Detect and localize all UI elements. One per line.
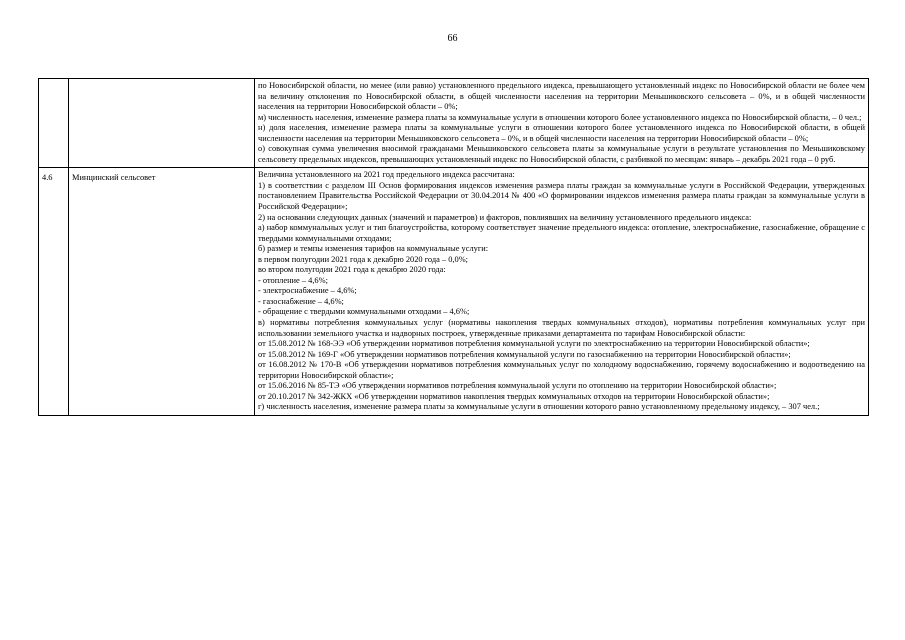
table-row (39, 168, 869, 416)
document-table (38, 78, 869, 416)
paragraph: по Новосибирской области, но менее (или равно) установленного предельного индекса, превышающего установленный индекс по Новосибирской области не более чем на величину отклонения по Новосибирской области, в общей численности населения на территории Меньшиковского сельсовета – 0%, и в общей численности населения на территории Новосибирской области – 0%; (258, 81, 865, 112)
paragraph: - газоснабжение – 4,6%; (258, 296, 344, 306)
paragraph: о) совокупная сумма увеличения вносимой гражданами Меньшиковского сельсовета платы за коммунальные услуги в результате установления по Меньшиковскому сельсовету предельных индексов, превышающих установленный индекс по Новосибирской области, с разбивкой по месяцам: январь – декабрь 2021 года – 0 руб. (258, 144, 865, 164)
paragraph: Величина установленного на 2021 год предельного индекса рассчитана: (258, 170, 515, 180)
page-number: 66 (447, 33, 458, 44)
paragraph: от 16.08.2012 № 170-В «Об утверждении нормативов потребления коммунальных услуг по холодному водоснабжению, горячему водоснабжению и водоотведению на территории Новосибирской области»; (258, 360, 865, 380)
row-number-cell (39, 79, 69, 168)
paragraph: во втором полугодии 2021 года к декабрю 2020 года: (258, 265, 446, 275)
row-number-cell: 4.6 (39, 168, 69, 416)
paragraph: н) доля населения, изменение размера платы за коммунальные услуги в отношении которого более установленного индекса по Новосибирской области, в общей численности населения на территории Меньшиковского сельсовета – 0%, и в общей численности населения на территории Новосибирской области – 0%; (258, 123, 865, 143)
paragraph: б) размер и темпы изменения тарифов на коммунальные услуги: (258, 244, 489, 254)
paragraph: в) нормативы потребления коммунальных услуг (нормативы накопления твердых коммунальных отходов), нормативы потребления коммунальных услуг при использовании земельного участка и надворных построек, утвержденные приказами департамента по тарифам Новосибирской области: (258, 318, 865, 338)
settlement-name-cell: Минцинский сельсовет (69, 168, 255, 416)
paragraph: а) набор коммунальных услуг и тип благоустройства, которому соответствует значение предельного индекса: отопление, электроснабжение, газоснабжение, обращение с твердыми коммунальными отходами; (258, 223, 865, 243)
description-cell (255, 79, 869, 168)
paragraph: 1) в соответствии с разделом III Основ формирования индексов изменения размера платы граждан за коммунальные услуги в Российской Федерации, утвержденных постановлением Правительства Российской Федерации от 30.04.2014 № 400 «О формировании индексов изменения размера платы граждан за коммунальные услуги в Российской Федерации»; (258, 180, 865, 212)
paragraph: от 15.06.2016 № 85-ТЭ «Об утверждении нормативов потребления коммунальной услуги по отоплению на территории Новосибирской области»; (258, 381, 777, 391)
paragraph: г) численность населения, изменение размера платы за коммунальные услуги в отношении которого равно установленному предельному индексу, – 307 чел.; (258, 402, 820, 412)
paragraph: от 15.08.2012 № 169-Г «Об утверждении нормативов потребления коммунальной услуги по газоснабжению на территории Новосибирской области»; (258, 349, 791, 359)
paragraph: - обращение с твердыми коммунальными отходами – 4,6%; (258, 307, 470, 317)
paragraph: от 20.10.2017 № 342-ЖКХ «Об утверждении нормативов накопления твердых коммунальных отходов на территории Новосибирской области»; (258, 391, 770, 401)
description-cell (255, 168, 869, 416)
settlement-name-cell (69, 79, 255, 168)
paragraph: в первом полугодии 2021 года к декабрю 2020 года – 0,0%; (258, 254, 468, 264)
table-row (39, 79, 869, 168)
paragraph: - отопление – 4,6%; (258, 275, 328, 285)
paragraph: м) численность населения, изменение размера платы за коммунальные услуги в отношении которого более установленного индекса по Новосибирской области, – 0 чел.; (258, 112, 862, 122)
paragraph: от 15.08.2012 № 168-ЭЭ «Об утверждении нормативов потребления коммунальной услуги по электроснабжению на территории Новосибирской области»; (258, 339, 810, 349)
paragraph: - электроснабжение – 4,6%; (258, 286, 357, 296)
paragraph: 2) на основании следующих данных (значений и параметров) и факторов, повлиявших на величину установленного предельного индекса: (258, 212, 752, 222)
